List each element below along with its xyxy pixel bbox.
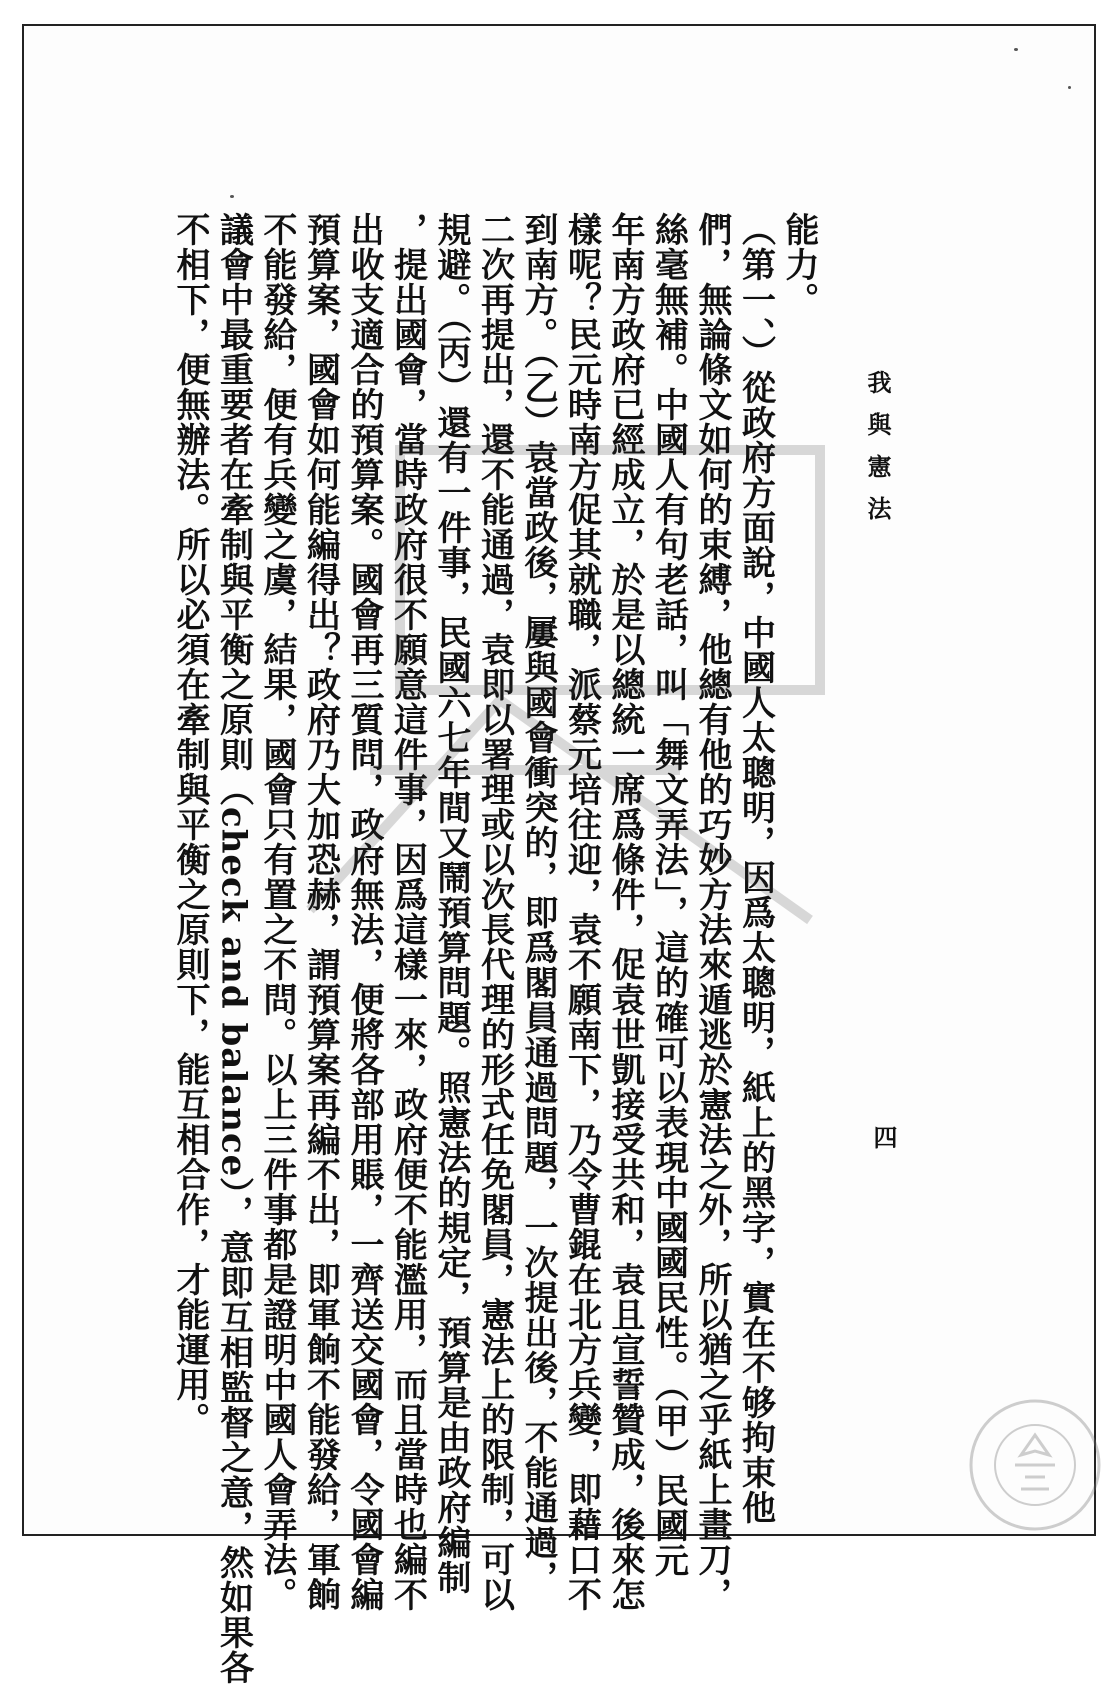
text-column: 規避。（丙）還有一件事，民國六七年間又鬧預算問題。照憲法的規定，預算是由政府編制: [431, 212, 471, 1595]
text-column: 二次再提出，還不能通過，袁即以署理或以次長代理的形式任免閣員，憲法上的限制，可以: [474, 212, 515, 1612]
text-column: 不能發給，便有兵變之虞，結果，國會只有置之不問。以上三件事都是證明中國人會弄法。: [257, 212, 297, 1612]
running-header: 我與憲法: [863, 370, 892, 538]
text-column: 預算案，國會如何能編得出？政府乃大加恐赫，謂預算案再編不出，即軍餉不能發給，軍餉: [300, 212, 341, 1612]
text-column: ，提出國會，當時政府很不願意這件事，因爲這樣一來，政府便不能濫用，而且當時也編不: [387, 212, 428, 1612]
text-column: （第一、）從政府方面說，中國人太聰明，因爲太聰明，紙上的黑字，實在不够拘束他: [735, 212, 776, 1525]
text-column: 能力。: [779, 212, 819, 317]
text-column: 年南方政府已經成立，於是以總統一席爲條件，促袁世凱接受共和，袁且宣誓贊成，後來怎: [605, 212, 645, 1612]
text-column: 樣呢？民元時南方促其就職，派蔡元培往迎，袁不願南下，乃令曹錕在北方兵變，即藉口不: [561, 212, 602, 1612]
text-column: 出收支適合的預算案。國會再三質問，政府無法，便將各部用賬，一齊送交國會，令國會編: [344, 212, 384, 1612]
text-column: 議會中最重要者在牽制與平衡之原則（check and balance），意即互相監督之意，然如果各: [213, 212, 254, 1685]
text-column: 們，無論條文如何的束縛，他總有他的巧妙方法來遁逃於憲法之外，所以猶之乎紙上畫刀，: [692, 212, 732, 1612]
page-number: 四: [869, 1125, 898, 1149]
speck-mark: [1068, 86, 1071, 89]
text-column: 絲毫無補。中國人有句老話，叫「舞文弄法」，這的確可以表現中國國民性。（甲）民國元: [648, 212, 689, 1578]
text-column: 不相下，便無辦法。所以必須在牽制與平衡之原則下，能互相合作，才能運用。: [170, 212, 210, 1437]
speck-mark: [230, 195, 234, 198]
body-text: [170, 212, 820, 1685]
text-column: 到南方。（乙）袁當政後，屢與國會衝突的，即爲閣員通過問題，一次提出後，不能通過，: [518, 212, 558, 1595]
speck-mark: [1014, 48, 1018, 51]
university-seal-icon: [965, 1395, 1105, 1535]
